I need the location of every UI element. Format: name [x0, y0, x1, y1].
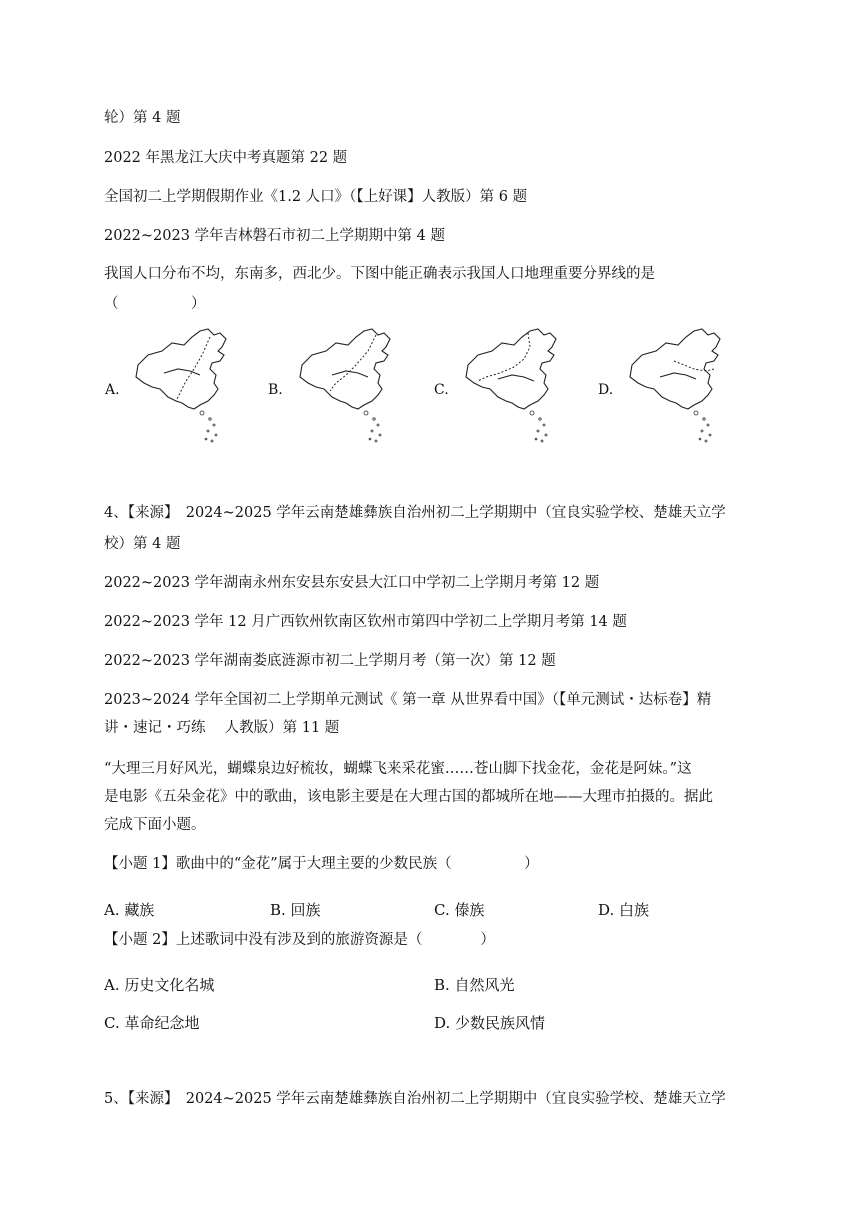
passage-line: “大理三月好风光，蝴蝶泉边好梳妆，蝴蝶飞来采花蜜……苍山脚下找金花，金花是阿妹。”这 [104, 761, 692, 777]
option-d-label: D. [598, 382, 614, 398]
source-line: 全国初二上学期假期作业《1.2 人口》（【上好课】人教版）第 6 题 [104, 189, 528, 205]
china-map-b [292, 325, 412, 450]
passage-line: 是电影《五朵金花》中的歌曲，该电影主要是在大理古国的都城所在地——大理市拍摄的。据此 [104, 789, 713, 805]
china-map-c [458, 325, 578, 450]
sub2-option-a[interactable]: A. 历史文化名城 [104, 976, 215, 994]
sub1-option-c[interactable]: C. 傣族 [434, 901, 485, 919]
source-line: 2023~2024 学年全国初二上学期单元测试《 第一章 从世界看中国》（【单元测试・达标卷】精 [104, 692, 712, 708]
sub2-option-d[interactable]: D. 少数民族风情 [434, 1014, 546, 1032]
sub2-option-c[interactable]: C. 革命纪念地 [104, 1014, 200, 1032]
question-source: 校）第 4 题 [104, 536, 181, 552]
source-line: 轮）第 4 题 [104, 110, 181, 126]
china-map-d [622, 325, 742, 450]
sub1-option-b[interactable]: B. 回族 [270, 901, 321, 919]
sub1-option-a[interactable]: A. 藏族 [104, 901, 155, 919]
source-line: 2022~2023 学年湖南永州东安县东安县大江口中学初二上学期月考第 12 题 [104, 575, 600, 591]
sub1-option-d[interactable]: D. 白族 [598, 901, 650, 919]
sub-question-1: 【小题 1】歌曲中的“金花”属于大理主要的少数民族（ ） [104, 856, 539, 872]
sub-question-2: 【小题 2】上述歌词中没有涉及到的旅游资源是（ ） [104, 932, 495, 948]
source-line: 讲・速记・巧练 人教版）第 11 题 [104, 720, 340, 736]
source-line: 2022 年黑龙江大庆中考真题第 22 题 [104, 150, 348, 166]
question-source: 4、【来源】 2024~2025 学年云南楚雄彝族自治州初二上学期期中（宜良实验学校、楚雄天立学 [104, 505, 726, 521]
sub2-option-b[interactable]: B. 自然风光 [434, 976, 515, 994]
option-c-label: C. [434, 382, 449, 398]
source-line: 2022~2023 学年 12 月广西钦州钦南区钦州市第四中学初二上学期月考第 14 题 [104, 614, 627, 630]
question-stem: 我国人口分布不均，东南多，西北少。下图中能正确表示我国人口地理重要分界线的是 [104, 266, 655, 282]
china-map-a [128, 325, 248, 450]
source-line: 2022~2023 学年湖南娄底涟源市初二上学期月考（第一次）第 12 题 [104, 653, 556, 669]
answer-blank: （ ） [104, 296, 206, 312]
passage-line: 完成下面小题。 [104, 817, 206, 833]
question-source: 5、【来源】 2024~2025 学年云南楚雄彝族自治州初二上学期期中（宜良实验学校、楚雄天立学 [104, 1091, 726, 1107]
source-line: 2022~2023 学年吉林磐石市初二上学期期中第 4 题 [104, 228, 446, 244]
option-a-label: A. [105, 382, 120, 398]
option-b-label: B. [268, 382, 283, 398]
